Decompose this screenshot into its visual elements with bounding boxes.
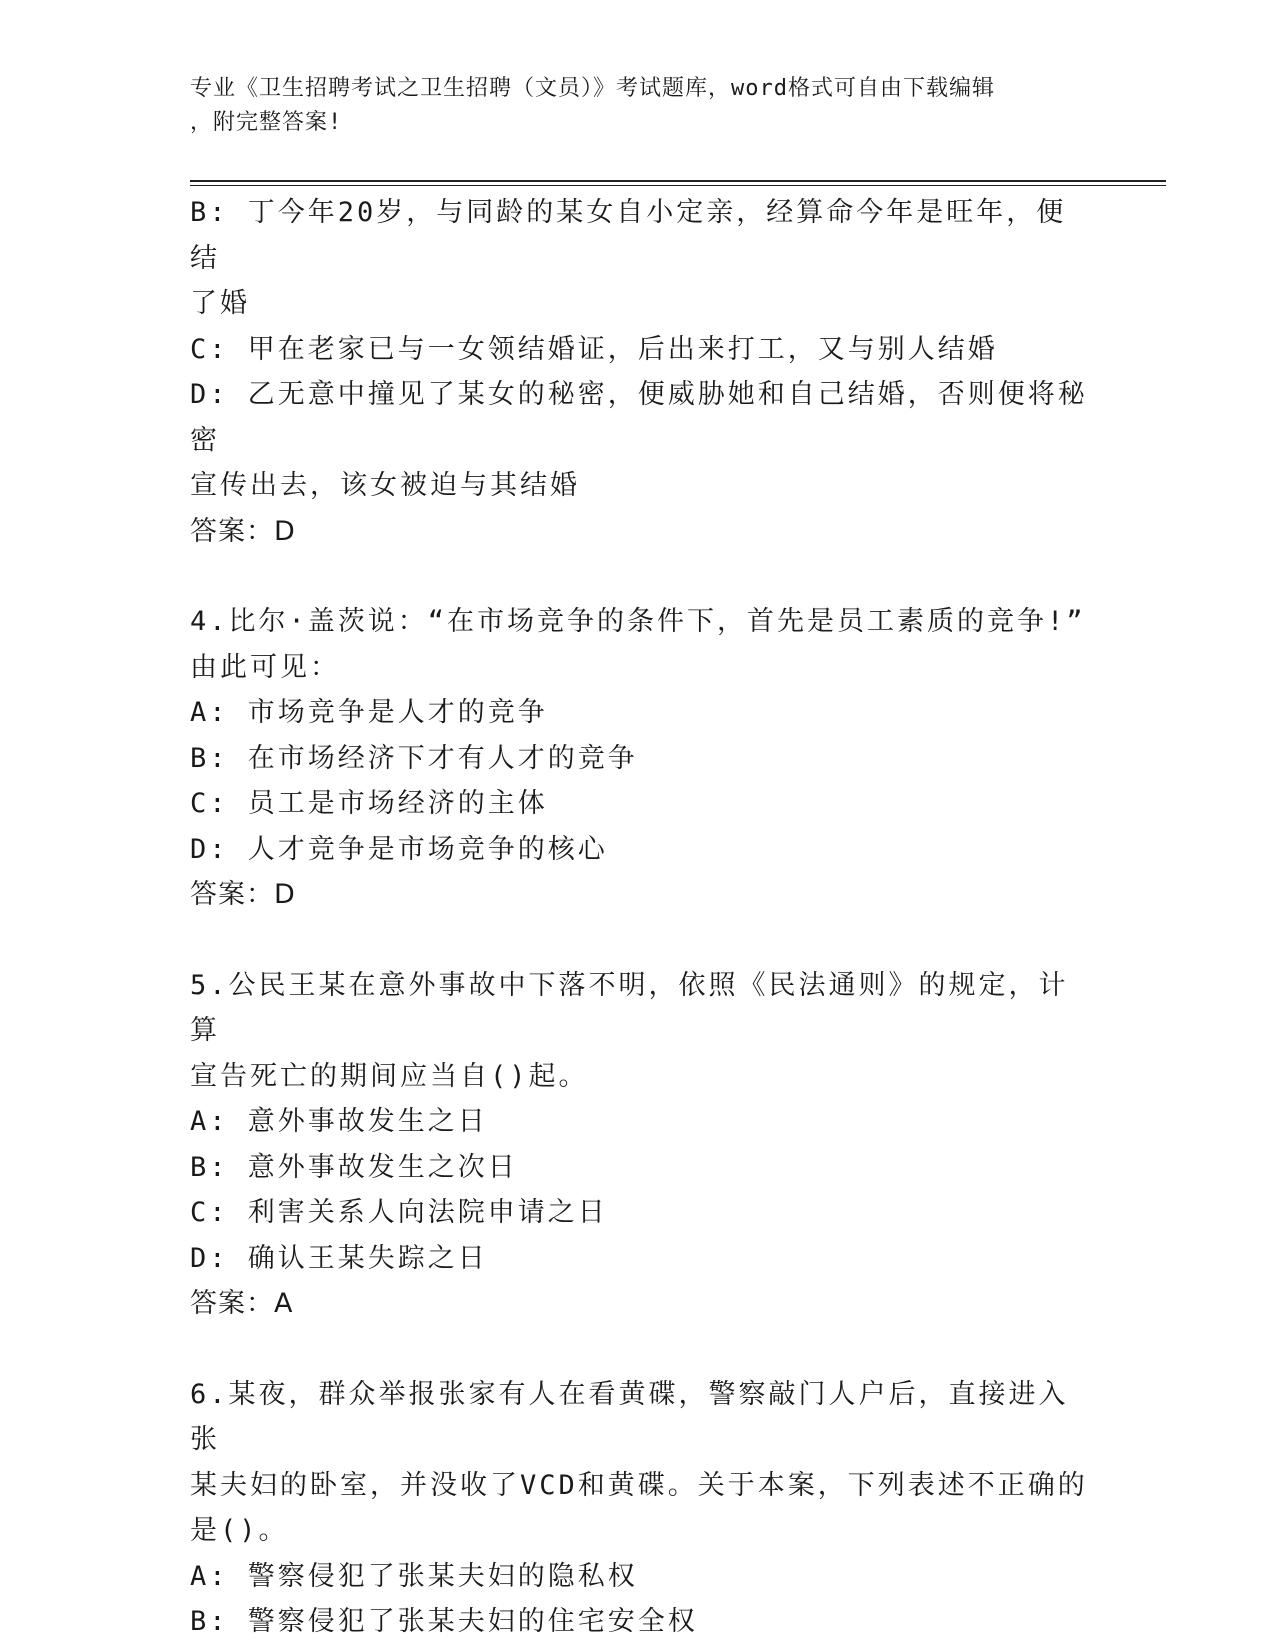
option-c: C: 甲在老家已与一女领结婚证，后出来打工，又与别人结婚 bbox=[190, 333, 998, 365]
question-stem-continued: 宣告死亡的期间应当自()起。 bbox=[190, 1060, 589, 1092]
option-b-continued: 了婚 bbox=[190, 288, 250, 319]
question-stem: 6.某夜，群众举报张家有人在看黄碟，警察敲门人户后，直接进入张 bbox=[190, 1378, 1069, 1455]
question-stem: 5.公民王某在意外事故中下落不明，依照《民法通则》的规定，计算 bbox=[190, 969, 1069, 1046]
option-a: A: 意外事故发生之日 bbox=[190, 1106, 488, 1137]
answer: 答案：D bbox=[190, 515, 296, 547]
option-d: D: 确认王某失踪之日 bbox=[190, 1242, 488, 1274]
header-line: 专业《卫生招聘考试之卫生招聘（文员）》考试题库，word格式可自由下载编辑 bbox=[190, 76, 995, 101]
answer: 答案：A bbox=[190, 1288, 294, 1319]
answer: 答案：D bbox=[190, 879, 296, 910]
question-stem-continued: 是()。 bbox=[190, 1515, 289, 1546]
question-stem-continued: 由此可见： bbox=[190, 651, 340, 683]
option-b: B: 警察侵犯了张某夫妇的住宅安全权 bbox=[190, 1606, 698, 1637]
option-b: B: 丁今年20岁，与同龄的某女自小定亲，经算命今年是旺年，便结 bbox=[190, 197, 1067, 274]
header-divider bbox=[190, 180, 1166, 182]
question-6 bbox=[190, 1372, 1090, 1645]
option-b: B: 意外事故发生之次日 bbox=[190, 1151, 518, 1183]
header-line: ，附完整答案! bbox=[190, 110, 343, 135]
question-5 bbox=[190, 963, 1090, 1327]
question-list bbox=[190, 190, 1090, 1645]
question-4 bbox=[190, 599, 1090, 918]
spacer bbox=[190, 918, 1090, 963]
question-3-tail bbox=[190, 190, 1090, 554]
option-c: C: 利害关系人向法院申请之日 bbox=[190, 1197, 608, 1228]
option-a: A: 市场竞争是人才的竞争 bbox=[190, 697, 548, 728]
option-d: D: 人才竞争是市场竞争的核心 bbox=[190, 833, 608, 865]
option-d-continued: 宣传出去，该女被迫与其结婚 bbox=[190, 470, 580, 501]
option-c: C: 员工是市场经济的主体 bbox=[190, 788, 548, 819]
option-d: D: 乙无意中撞见了某女的秘密，便威胁她和自己结婚，否则便将秘密 bbox=[190, 379, 1088, 456]
question-stem-continued: 某夫妇的卧室，并没收了VCD和黄碟。关于本案，下列表述不正确的 bbox=[190, 1469, 1088, 1501]
header-divider bbox=[190, 185, 1166, 186]
spacer bbox=[190, 1327, 1090, 1372]
option-b: B: 在市场经济下才有人才的竞争 bbox=[190, 742, 638, 774]
option-a: A: 警察侵犯了张某夫妇的隐私权 bbox=[190, 1560, 638, 1592]
spacer bbox=[190, 554, 1090, 599]
document-header bbox=[190, 72, 1090, 140]
question-stem: 4.比尔·盖茨说：“在市场竞争的条件下，首先是员工素质的竞争!” bbox=[190, 606, 1086, 637]
